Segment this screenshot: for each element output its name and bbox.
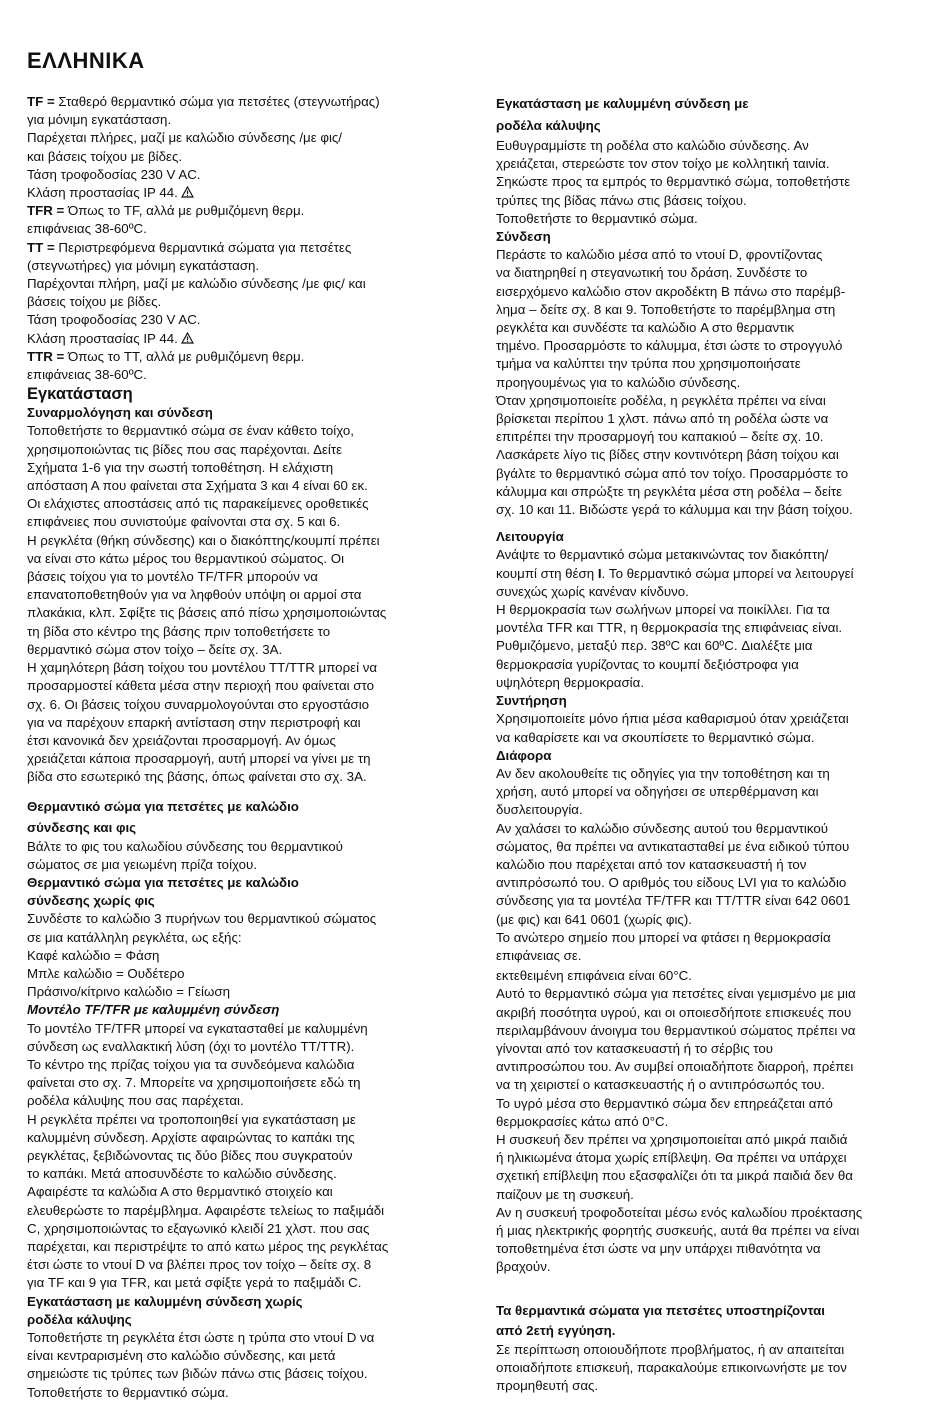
washer-heading: Εγκατάσταση με καλυμμένη σύνδεση με ροδέλα κάλυψης [496, 96, 749, 133]
misc-paragraph-2: Αν χαλάσει το καλώδιο σύνδεσης αυτού του θερμαντικού σώματος, θα πρέπει να αντικατασταθεί με ένα ειδικού τύπου καλώδιο που παρέχεται από τον κατασκευαστή ή τον αντιπρόσωπό του. Ο αριθμός του είδους LVI για το καλώδιο σύνδεσης για τα μοντέλα TF/TFR και TT/TTR είναι 642 0601 (με φις) και 641 0601 (χωρίς φις). [496, 820, 851, 927]
tfr-key: TFR = [27, 203, 65, 219]
misc-paragraph-4: εκτεθειμένη επιφάνεια είναι 60°C. [496, 968, 692, 984]
tfr-description [27, 202, 487, 238]
installation-heading: Εγκατάσταση [27, 385, 133, 404]
operation-heading: Λειτουργία [496, 529, 564, 545]
plug-heading: Θερμαντικό σώμα για πετσέτες με καλώδιο σύνδεσης και φις [27, 798, 299, 835]
switch-position-label: I [597, 565, 602, 581]
ttr-key: TTR = [27, 348, 65, 364]
concealed-paragraph-1: Το μοντέλο TF/TFR μπορεί να εγκατασταθεί με καλυμμένη σύνδεση ως εναλλακτική λύση (όχι το μοντέλο TT/TTR). Το κέντρο της πρίζας τοίχου για τα συνδεόμενα καλώδια φαίνεται στο σχ. 7. Μπορείτε να χρησιμοποιήσετε εδώ τη ροδέλα κάλυψης που σας παρέχεται. [27, 1020, 368, 1109]
connection-paragraph-2: Όταν χρησιμοποιείτε ροδέλα, η ρεγκλέτα πρέπει να είναι βρίσκεται περίπου 1 χλστ. πάνω από τη ροδέλα ώστε να επιτρέπει την προσαρμογή του καπακιού – δείτε σχ. 10. Λασκάρετε λίγο τις βίδες στην κοντινότερη βάση τοίχου και βγάλτε το θερμαντικό σώμα από τον τοίχο. Προσαρμόστε το κάλυμμα και σπρώξτε τη ρεγκλέτα μέσα στη ροδέλα – δείτε σχ. 10 και 11. Βιδώστε γερά το κάλυμμα και την βάση τοίχου. [496, 392, 853, 518]
nowasher-heading: Εγκατάσταση με καλυμμένη σύνδεση χωρίς ροδέλα κάλυψης [27, 1293, 303, 1327]
tt-protection-class [27, 330, 487, 348]
assembly-heading: Συναρμολόγηση και σύνδεση [27, 405, 213, 421]
tt-description [27, 239, 487, 330]
tf-description [27, 93, 487, 184]
connection-heading: Σύνδεση [496, 229, 551, 245]
tf-text: Σταθερό θερμαντικό σώμα για πετσέτες (στεγνωτήρας) για μόνιμη εγκατάσταση. Παρέχεται πλήρες, μαζί με καλώδιο σύνδεσης /με φις/ και βάσεις τοίχου με βίδες. Τάση τροφοδοσίας 230 V AC. [27, 94, 380, 182]
warranty-heading: Τα θερμαντικά σώματα για πετσέτες υποστηρίζονται από 2ετή εγγύηση. [496, 1302, 826, 1338]
operation-paragraph-1 [496, 546, 942, 601]
concealed-paragraph-2: Η ρεγκλέτα πρέπει να τροποποιηθεί για εγκατάσταση με καλυμμένη σύνδεση. Αρχίστε αφαιρώντας το καπάκι της ρεγκλέτας, ξεβιδώνοντας τις δύο βίδες που συγκρατούν το καπάκι. Μετά αποσυνδέστε το καλώδιο σύνδεσης. Αφαιρέστε τα καλώδια Α στο θερμαντικό στοιχείο και ελευθερώστε το παρέμβλημα. Αφαιρέστε τελείως το παξιμάδι C, χρησιμοποιώντας το εξαγωνικό κλειδί 21 χλστ. που σας παρέχεται, και περιστρέψτε το από κατω μέρος της ρεγκλέτας έτσι ώστε το ντουί D να βλέπει προς τον τοίχο – δείτε σχ. 8 για TF και 9 για TFR, και μετά σφίξτε γερά το παξιμάδι C. [27, 1111, 389, 1291]
maintenance-text: Χρησιμοποιείτε μόνο ήπια μέσα καθαρισμού όταν χρειάζεται να καθαρίσετε και να σκουπίσετε το θερμαντικό σώμα. [496, 711, 849, 745]
tt-key: TT = [27, 239, 55, 255]
operation-text-a: Ανάψτε το θερμαντικό σώμα μετακινώντας τον διακόπτη/ κουμπί στη θέση [496, 547, 829, 581]
tfr-text: Όπως το TF, αλλά με ρυθμιζόμενη θερμ. επιφάνειας 38-60ºC. [27, 203, 305, 237]
noplug-heading: Θερμαντικό σώμα για πετσέτες με καλώδιο σύνδεσης χωρίς φις [27, 874, 299, 909]
operation-paragraph-2: Η θερμοκρασία των σωλήνων μπορεί να ποικίλλει. Για τα μοντέλα TFR και TTR, η θερμοκρασία της επιφάνειας είναι. Ρυθμιζόμενο, μεταξύ περ. 38ºC και 60ºC. Διαλέξτε μια θερμοκρασία γυρίζοντας το κουμπί δεξιόστροφα για υψηλότερη θερμοκρασία. [496, 602, 843, 690]
assembly-paragraph-3: Η χαμηλότερη βάση τοίχου του μοντέλου ΤΤ/TTR μπορεί να προσαρμοστεί κάθετα μέσα στην περιοχή που φαίνεται στο σχ. 6. Οι βάσεις τοίχου συναρμολογούνται στο εργοστάσιο για να παρέχουν επαρκή αντίσταση στην περιστροφή και έτσι κανονικά δεν χρειάζονται προσαρμογή. Αν όμως χρειάζεται κάποια προσαρμογή, αυτή μπορεί να γίνει με τη βίδα στο εσωτερικό της βάσης, όπως φαίνεται στο σχ. 3Α. [27, 660, 378, 785]
noplug-text: Συνδέστε το καλώδιο 3 πυρήνων του θερμαντικού σώματος σε μια κατάλληλη ρεγκλέτα, ως εξής: Καφέ καλώδιο = Φάση Μπλε καλώδιο = Ουδέτερο Πράσινο/κίτρινο καλώδιο = Γείωση [27, 911, 377, 1000]
concealed-heading: Μοντέλο TF/TFR με καλυμμένη σύνδεση [27, 1002, 280, 1018]
misc-paragraph-6: Το υγρό μέσα στο θερμαντικό σώμα δεν επηρεάζεται από θερμοκρασίες κάτω από 0°C. [496, 1095, 833, 1129]
tf-protection-class [27, 184, 487, 202]
page-title: ΕΛΛΗΝΙΚΑ [27, 48, 145, 73]
assembly-paragraph-2: Η ρεγκλέτα (θήκη σύνδεσης) και ο διακόπτης/κουμπί πρέπει να είναι στο κάτω μέρος του θερμαντικού σώματος. Οι βάσεις τοίχου για το μοντέλο TF/TFR μπορούν να επανατοποθετηθούν για να ληφθούν υπόψη οι αρμοί στα πλακάκια, κλπ. Σφίξτε τις βάσεις από πίσω χρησιμοποιώντας τη βίδα στο κέντρο της βάσης πριν τοποθετήσετε το θερμαντικό σώμα στον τοίχο – δείτε σχ. 3Α. [27, 532, 387, 657]
tf-key: TF = [27, 94, 55, 109]
misc-paragraph-1: Αν δεν ακολουθείτε τις οδηγίες για την τοποθέτηση και τη χρήση, αυτό μπορεί να οδηγήσει σε υπερθέρμανση και δυσλειτουργία. [496, 765, 830, 818]
left-column [27, 93, 487, 1402]
connection-paragraph-1: Περάστε το καλώδιο μέσα από το ντουί D, φροντίζοντας να διατηρηθεί η στεγανωτική του δράση. Συνδέστε το εισερχόμενο καλώδιο στον ακροδέκτη B πάνω στο παρέμβ- λημα – δείτε σχ. 8 και 9. Τοποθετήστε το παρέμβλημα στη ρεγκλέτα και συνδέστε τα καλώδιο A στο θερμαντικ τημένο. Προσαρμόστε το κάλυμμα, έτσι ώστε το στρογγυλό τμήμα να καλύπτει την τρύπα που χρησιμοποιήσατε προηγουμένως για το καλώδιο σύνδεσης. [496, 247, 846, 390]
tt-class-text: Κλάση προστασίας IP 44. [27, 330, 178, 346]
misc-paragraph-8: Αν η συσκευή τροφοδοτείται μέσω ενός καλωδίου προέκτασης ή μιας ηλεκτρικής φορητής συσκευής, αυτά θα πρέπει να είναι τοποθετημένα έτσι ώστε να μην υπάρχει πιθανότητα να βραχούν. [496, 1204, 863, 1275]
warning-triangle-icon [181, 186, 194, 198]
misc-paragraph-7: Η συσκευή δεν πρέπει να χρησιμοποιείται από μικρά παιδιά ή ηλικιωμένα άτομα χωρίς επίβλεψη. Θα πρέπει να υπάρχει σχετική επίβλεψη που εξασφαλίζει ότι τα μικρά παιδιά δεν θα παίζουν με τη συσκευή. [496, 1131, 853, 1202]
assembly-paragraph-1: Τοποθετήστε το θερμαντικό σώμα σε έναν κάθετο τοίχο, χρησιμοποιώντας τις βίδες που σας παρέχονται. Δείτε Σχήματα 1-6 για την σωστή τοποθέτηση. Η ελάχιστη απόσταση Α που φαίνεται στα Σχήματα 3 και 4 είναι 60 εκ. Οι ελάχιστες αποστάσεις από τις παρακείμενες οροθετικές επιφάνειες που συνιστούμε φαίνονται στα σχ. 5 και 6. [27, 423, 369, 530]
operation-text-c: . Το θερμαντικό σώμα μπορεί να λειτουργεί συνεχώς χωρίς κανέναν κίνδυνο. [496, 565, 854, 599]
washer-text: Ευθυγραμμίστε τη ροδέλα στο καλώδιο σύνδεσης. Αν χρειάζεται, στερεώστε τον στον τοίχο με κολλητική ταινία. Σηκώστε προς τα εμπρός το θερμαντικό σώμα, τοποθετήστε τρύπες της βίδας πάνω στις βάσεις τοίχου. Τοποθετήστε το θερμαντικό σώμα. [496, 138, 851, 226]
ttr-description [27, 348, 487, 384]
warning-triangle-icon [181, 332, 194, 344]
misc-heading: Διάφορα [496, 747, 552, 763]
ttr-text: Όπως το TT, αλλά με ρυθμιζόμενη θερμ. επιφάνειας 38-60ºC. [27, 348, 305, 383]
nowasher-text: Τοποθετήστε τη ρεγκλέτα έτσι ώστε η τρύπα στο ντουί D να είναι κεντραρισμένη στο καλώδιο σύνδεσης, και μετά σημειώστε τις τρύπες των βιδών πάνω στις βάσεις τοίχου. Τοποθετήστε το θερμαντικό σώμα. [27, 1330, 375, 1400]
maintenance-heading: Συντήρηση [496, 693, 567, 709]
tf-class-text: Κλάση προστασίας IP 44. [27, 185, 178, 201]
misc-paragraph-5: Αυτό το θερμαντικό σώμα για πετσέτες είναι γεμισμένο με μια ακριβή ποσότητα υγρού, και οι οποιεσδήποτε επισκευές που περιλαμβάνουν άνοιγμα του θερμαντικού σώματος πρέπει να γίνονται από τον κατασκευαστή ή το σέρβις του αντιπροσώπου του. Αν συμβεί οποιαδήποτε διαρροή, πρέπει να τη χειριστεί ο κατασκευαστής ή ο αντιπρόσωπός του. [496, 986, 856, 1093]
tt-text: Περιστρεφόμενα θερμαντικά σώματα για πετσέτες (στεγνωτήρες) για μόνιμη εγκατάσταση. Παρέχονται πλήρη, μαζί με καλώδιο σύνδεσης /με φις/ και βάσεις τοίχου με βίδες. Τάση τροφοδοσίας 230 V AC. [27, 239, 366, 328]
plug-text: Βάλτε το φις του καλωδίου σύνδεσης του θερμαντικού σώματος σε μια γειωμένη πρίζα τοίχου. [27, 838, 343, 872]
warranty-text: Σε περίπτωση οποιουδήποτε προβλήματος, ή αν απαιτείται οποιαδήποτε επισκευή, παρακαλούμε επικοινωνήστε με τον προμηθευτή σας. [496, 1341, 847, 1393]
right-column [496, 93, 942, 1395]
misc-paragraph-3: Το ανώτερο σημείο που μπορεί να φτάσει η θερμοκρασία επιφάνειας σε. [496, 929, 831, 963]
